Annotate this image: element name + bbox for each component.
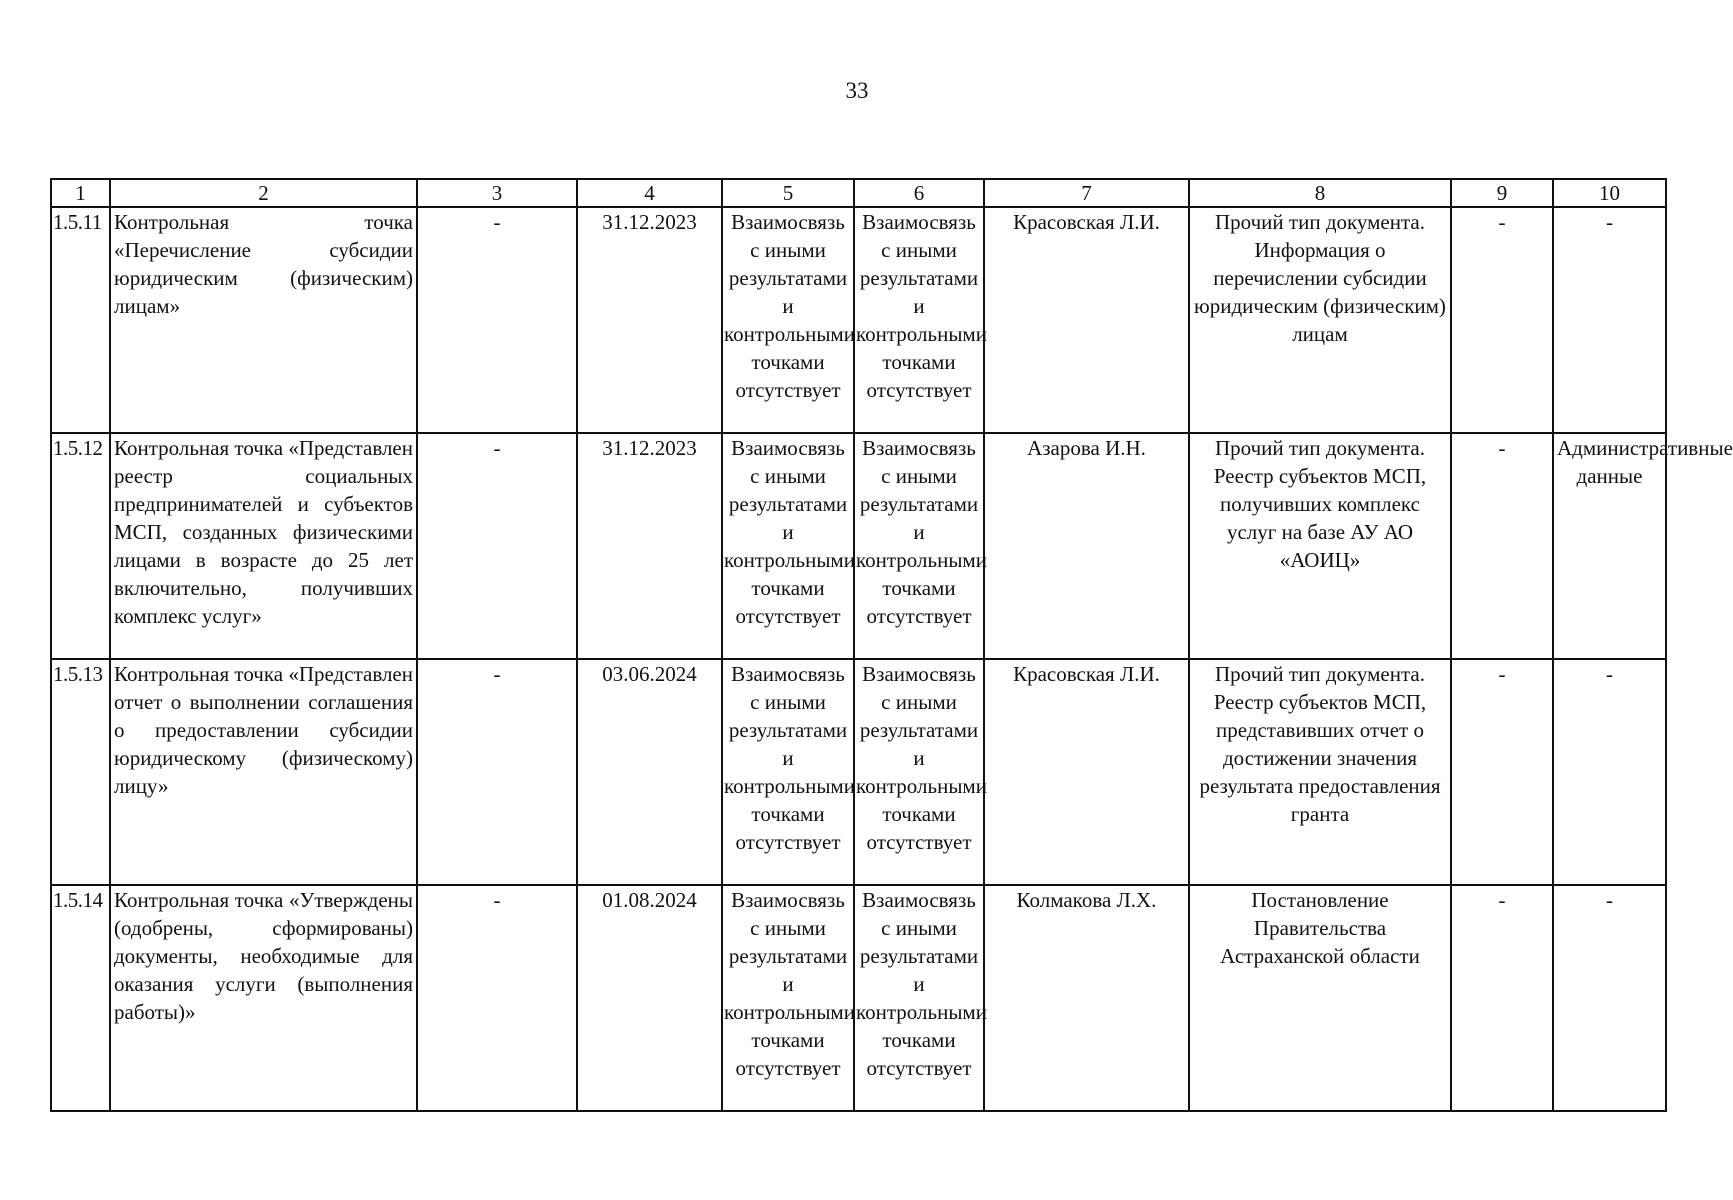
column-3-value: - — [417, 433, 577, 659]
column-9-value: - — [1451, 207, 1553, 433]
checkpoints-table — [50, 178, 1733, 1112]
column-9-value: - — [1451, 659, 1553, 885]
header-row — [51, 179, 1666, 207]
column-10-value: - — [1553, 207, 1666, 433]
relation-next: Взаимосвязь с иными результатами и контрольными точками отсутствует — [854, 207, 984, 433]
responsible-person: Красовская Л.И. — [984, 659, 1189, 885]
table-row — [51, 433, 1666, 659]
checkpoint-name: Контрольная точка «Представлен реестр социальных предпринимателей и субъектов МСП, созданных физическими лицами в возрасте до 25 лет включительно, получивших комплекс услуг» — [110, 433, 417, 659]
responsible-person: Красовская Л.И. — [984, 207, 1189, 433]
table-row — [51, 207, 1666, 433]
checkpoint-date: 03.06.2024 — [577, 659, 722, 885]
row-number: 1.5.11 — [51, 207, 110, 433]
row-number: 1.5.12 — [51, 433, 110, 659]
checkpoint-name: Контрольная точка «Представлен отчет о выполнении соглашения о предоставлении субсидии юридическому (физическому) лицу» — [110, 659, 417, 885]
header-cell: 5 — [722, 179, 854, 207]
header-cell: 3 — [417, 179, 577, 207]
column-10-value: - — [1553, 885, 1666, 1111]
header-cell: 2 — [110, 179, 417, 207]
relation-previous: Взаимосвязь с иными результатами и контрольными точками отсутствует — [722, 885, 854, 1111]
document-type: Прочий тип документа. Реестр субъектов МСП, представивших отчет о достижении значения результата предоставления гранта — [1189, 659, 1451, 885]
table-row — [51, 659, 1666, 885]
column-9-value: - — [1451, 433, 1553, 659]
header-cell: 8 — [1189, 179, 1451, 207]
responsible-person: Колмакова Л.Х. — [984, 885, 1189, 1111]
column-9-value: - — [1451, 885, 1553, 1111]
relation-previous: Взаимосвязь с иными результатами и контрольными точками отсутствует — [722, 433, 854, 659]
column-3-value: - — [417, 207, 577, 433]
page-number: 33 — [845, 78, 869, 103]
column-3-value: - — [417, 659, 577, 885]
document-type: Прочий тип документа. Реестр субъектов МСП, получивших комплекс услуг на базе АУ АО «АОИЦ» — [1189, 433, 1451, 659]
relation-next: Взаимосвязь с иными результатами и контрольными точками отсутствует — [854, 659, 984, 885]
table-row — [51, 885, 1666, 1111]
header-cell: 4 — [577, 179, 722, 207]
checkpoint-date: 31.12.2023 — [577, 433, 722, 659]
header-cell: 7 — [984, 179, 1189, 207]
relation-previous: Взаимосвязь с иными результатами и контрольными точками отсутствует — [722, 207, 854, 433]
relation-next: Взаимосвязь с иными результатами и контрольными точками отсутствует — [854, 885, 984, 1111]
header-cell: 6 — [854, 179, 984, 207]
column-10-value: Административные данные — [1553, 433, 1666, 659]
relation-next: Взаимосвязь с иными результатами и контрольными точками отсутствует — [854, 433, 984, 659]
document-type: Постановление Правительства Астраханской области — [1189, 885, 1451, 1111]
document-type: Прочий тип документа. Информация о перечислении субсидии юридическим (физическим) лицам — [1189, 207, 1451, 433]
checkpoint-name: Контрольная точка «Утверждены (одобрены, сформированы) документы, необходимые для оказания услуги (выполнения работы)» — [110, 885, 417, 1111]
header-cell: 9 — [1451, 179, 1553, 207]
checkpoint-name: Контрольная точка «Перечисление субсидии юридическим (физическим) лицам» — [110, 207, 417, 433]
column-3-value: - — [417, 885, 577, 1111]
relation-previous: Взаимосвязь с иными результатами и контрольными точками отсутствует — [722, 659, 854, 885]
responsible-person: Азарова И.Н. — [984, 433, 1189, 659]
checkpoint-date: 01.08.2024 — [577, 885, 722, 1111]
checkpoint-date: 31.12.2023 — [577, 207, 722, 433]
header-cell: 1 — [51, 179, 110, 207]
row-number: 1.5.14 — [51, 885, 110, 1111]
row-number: 1.5.13 — [51, 659, 110, 885]
column-10-value: - — [1553, 659, 1666, 885]
header-cell: 10 — [1553, 179, 1666, 207]
